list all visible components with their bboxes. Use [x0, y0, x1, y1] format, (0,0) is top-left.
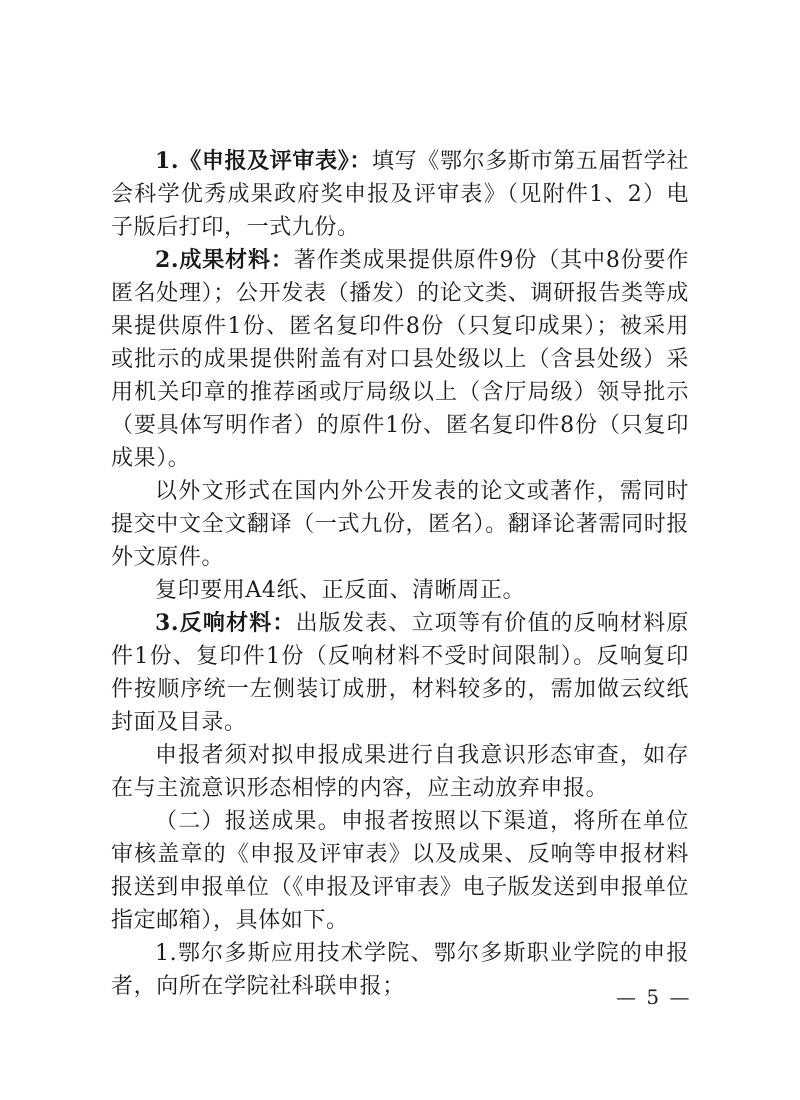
paragraph-application-form [111, 145, 689, 244]
paragraph-lead: 1.《申报及评审表》： [155, 148, 373, 174]
page-body [111, 145, 689, 1003]
paragraph-text: 著作类成果提供原件9份（其中8份要作匿名处理）；公开发表（播发）的论文类、调研报告类等成果提供原件1份、匿名复印件8份（只复印成果）；被采用或批示的成果提供附盖有对口县处级以上（含县处级）采用机关印章的推荐函或厅局级以上（含厅局级）领导批示（要具体写明作者）的原件1份、匿名复印件8份（只复印成果）。 [111, 248, 690, 471]
paragraph-lead: 3.反响材料： [155, 610, 296, 636]
paragraph-text: 复印要用A4纸、正反面、清晰周正。 [155, 578, 526, 603]
paragraph-text: 申报者须对拟申报成果进行自我意识形态审查，如存在与主流意识形态相悖的内容，应主动放弃申报。 [111, 743, 689, 801]
paragraph-text: 1.鄂尔多斯应用技术学院、鄂尔多斯职业学院的申报者，向所在学院社科联申报； [111, 941, 689, 999]
paragraph-text: 出版发表、立项等有价值的反响材料原件1份、复印件1份（反响材料不受时间限制）。反响复印件按顺序统一左侧装订成册，材料较多的，需加做云纹纸封面及目录。 [111, 611, 690, 735]
paragraph-ideology-review [111, 739, 689, 805]
paragraph-text: 填写《鄂尔多斯市第五届哲学社会科学优秀成果政府奖申报及评审表》（见附件1、2）电子版后打印，一式九份。 [111, 149, 689, 240]
paragraph-text: 以外文形式在国内外公开发表的论文或著作，需同时提交中文全文翻译（一式九份，匿名）。翻译论著需同时报外文原件。 [111, 479, 689, 570]
page-number: — 5 — [616, 985, 692, 1009]
paragraph-text: （二）报送成果。申报者按照以下渠道，将所在单位审核盖章的《申报及评审表》以及成果、反响等申报材料报送到申报单位（《申报及评审表》电子版发送到申报单位指定邮箱），具体如下。 [111, 809, 689, 933]
paragraph-submission [111, 805, 689, 937]
paragraph-foreign-language [111, 475, 689, 574]
paragraph-response-materials [111, 607, 689, 739]
paragraph-lead: 2.成果材料： [155, 247, 294, 273]
paragraph-achievement-materials [111, 244, 689, 475]
paragraph-channel-1 [111, 937, 689, 1003]
paragraph-copy-requirements [111, 574, 689, 607]
